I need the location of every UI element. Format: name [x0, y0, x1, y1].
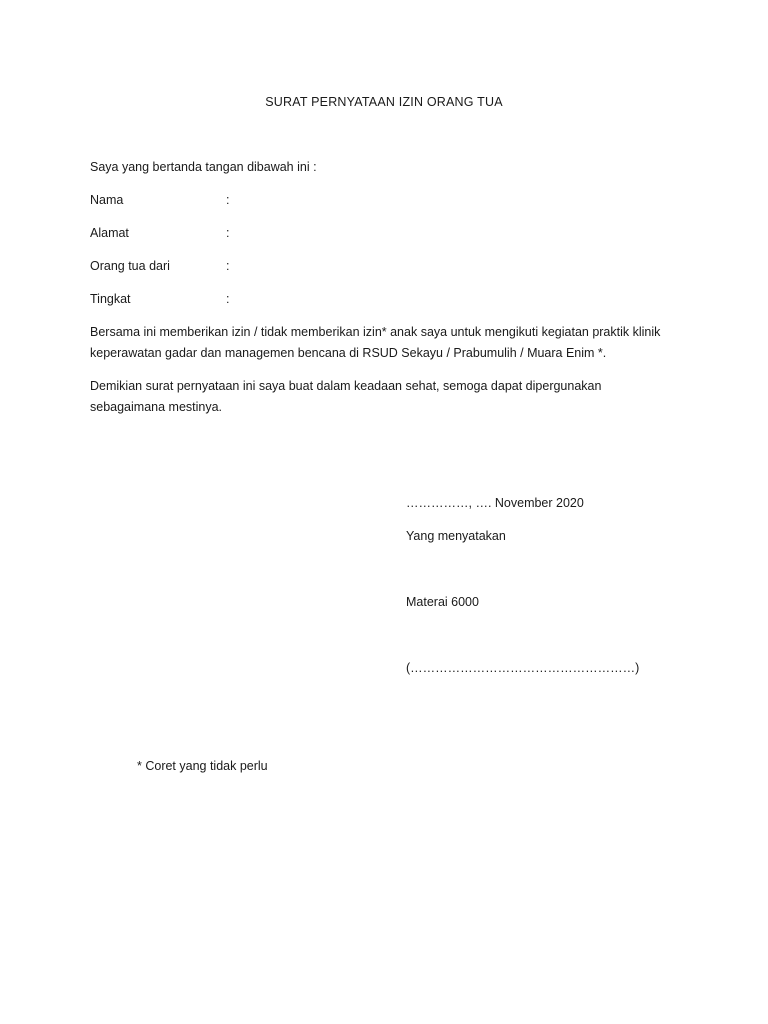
field-nama	[90, 193, 390, 211]
document-title: SURAT PERNYATAAN IZIN ORANG TUA	[265, 95, 503, 109]
field-colon: :	[226, 226, 230, 240]
field-orang-tua-dari	[90, 259, 390, 277]
permission-paragraph	[90, 322, 690, 364]
field-label: Alamat	[90, 226, 129, 240]
date-line: ……………, …. November 2020	[406, 496, 584, 510]
field-colon: :	[226, 193, 230, 207]
paragraph-line: keperawatan gadar dan managemen bencana di RSUD Sekayu / Prabumulih / Muara Enim *.	[90, 346, 607, 360]
field-label: Nama	[90, 193, 124, 207]
field-alamat	[90, 226, 390, 244]
paragraph-line: Bersama ini memberikan izin / tidak memberikan izin* anak saya untuk mengikuti kegiatan praktik klinik	[90, 325, 661, 339]
closing-paragraph	[90, 376, 690, 418]
signature-name-line: (………………………………………………)	[406, 661, 640, 675]
field-tingkat	[90, 292, 390, 310]
field-label: Orang tua dari	[90, 259, 170, 273]
declarant-label: Yang menyatakan	[406, 529, 506, 543]
field-colon: :	[226, 292, 230, 306]
footnote: * Coret yang tidak perlu	[137, 759, 268, 773]
field-label: Tingkat	[90, 292, 131, 306]
paragraph-line: sebagaimana mestinya.	[90, 400, 223, 414]
paragraph-line: Demikian surat pernyataan ini saya buat dalam keadaan sehat, semoga dapat dipergunakan	[90, 379, 602, 393]
intro-text: Saya yang bertanda tangan dibawah ini :	[90, 160, 317, 174]
stamp-label: Materai 6000	[406, 595, 479, 609]
field-colon: :	[226, 259, 230, 273]
